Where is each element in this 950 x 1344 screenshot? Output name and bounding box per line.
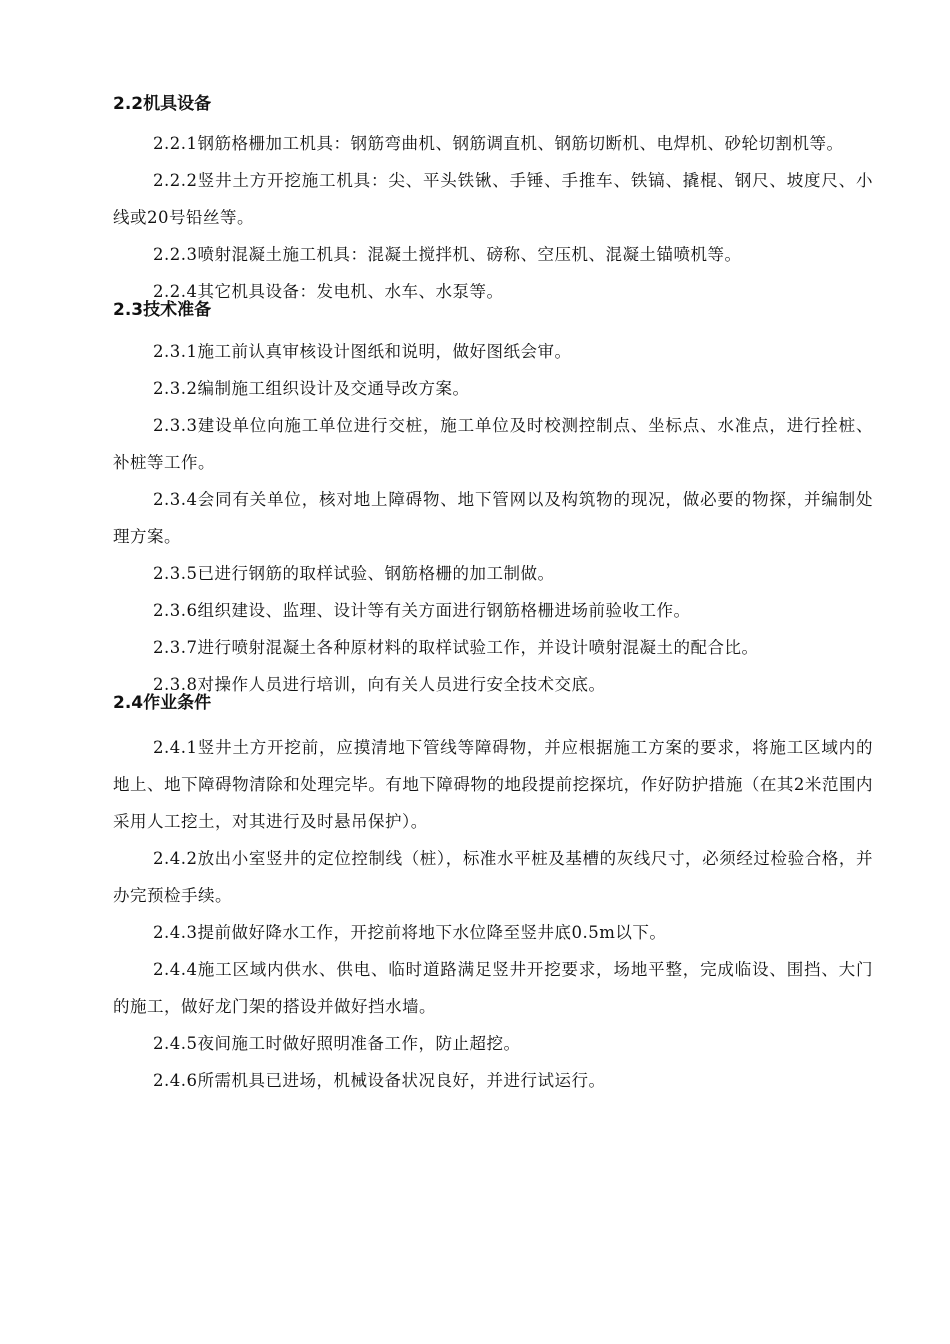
paragraph: 2.3.2编制施工组织设计及交通导改方案。 [153, 379, 470, 398]
paragraph: 2.3.4会同有关单位，核对地上障碍物、地下管网以及构筑物的现况，做必要的物探，并编制处理方案。 [113, 490, 873, 546]
section-heading: 2.3技术准备 [113, 300, 212, 320]
paragraph: 2.2.3喷射混凝土施工机具：混凝土搅拌机、磅称、空压机、混凝土锚喷机等。 [153, 245, 742, 264]
paragraph: 2.3.5已进行钢筋的取样试验、钢筋格栅的加工制做。 [153, 564, 555, 583]
paragraph: 2.4.2放出小室竖井的定位控制线（桩），标准水平桩及基槽的灰线尺寸，必须经过检验合格，并办完预检手续。 [113, 849, 873, 905]
section-heading: 2.2机具设备 [113, 94, 212, 114]
section-technical-preparation [113, 298, 873, 703]
paragraph: 2.4.5夜间施工时做好照明准备工作，防止超挖。 [153, 1034, 521, 1053]
section-equipment [113, 92, 873, 310]
paragraph: 2.3.3建设单位向施工单位进行交桩，施工单位及时校测控制点、坐标点、水准点，进行拴桩、补桩等工作。 [113, 416, 873, 472]
paragraph: 2.3.7进行喷射混凝土各种原材料的取样试验工作，并设计喷射混凝土的配合比。 [153, 638, 759, 657]
paragraph: 2.3.6组织建设、监理、设计等有关方面进行钢筋格栅进场前验收工作。 [153, 601, 691, 620]
paragraph: 2.2.1钢筋格栅加工机具：钢筋弯曲机、钢筋调直机、钢筋切断机、电焊机、砂轮切割机等。 [153, 134, 844, 153]
section-work-conditions [113, 691, 873, 1099]
paragraph: 2.2.2竖井土方开挖施工机具：尖、平头铁锹、手锤、手推车、铁镐、撬棍、钢尺、坡度尺、小线或20号铅丝等。 [113, 171, 873, 227]
document-body [113, 88, 873, 1099]
paragraph: 2.2.4其它机具设备：发电机、水车、水泵等。 [153, 282, 504, 301]
section-heading: 2.4作业条件 [113, 693, 212, 713]
paragraph: 2.4.4施工区域内供水、供电、临时道路满足竖井开挖要求，场地平整，完成临设、围挡、大门的施工，做好龙门架的搭设并做好挡水墙。 [113, 960, 873, 1016]
paragraph: 2.3.1施工前认真审核设计图纸和说明，做好图纸会审。 [153, 342, 572, 361]
paragraph: 2.4.3提前做好降水工作，开挖前将地下水位降至竖井底0.5m以下。 [153, 923, 667, 942]
paragraph: 2.3.8对操作人员进行培训，向有关人员进行安全技术交底。 [153, 675, 606, 694]
paragraph: 2.4.6所需机具已进场，机械设备状况良好，并进行试运行。 [153, 1071, 606, 1090]
paragraph: 2.4.1竖井土方开挖前，应摸清地下管线等障碍物，并应根据施工方案的要求，将施工区域内的地上、地下障碍物清除和处理完毕。有地下障碍物的地段提前挖探坑，作好防护措施（在其2米范围内采用人工挖土，对其进行及时悬吊保护）。 [113, 738, 873, 831]
